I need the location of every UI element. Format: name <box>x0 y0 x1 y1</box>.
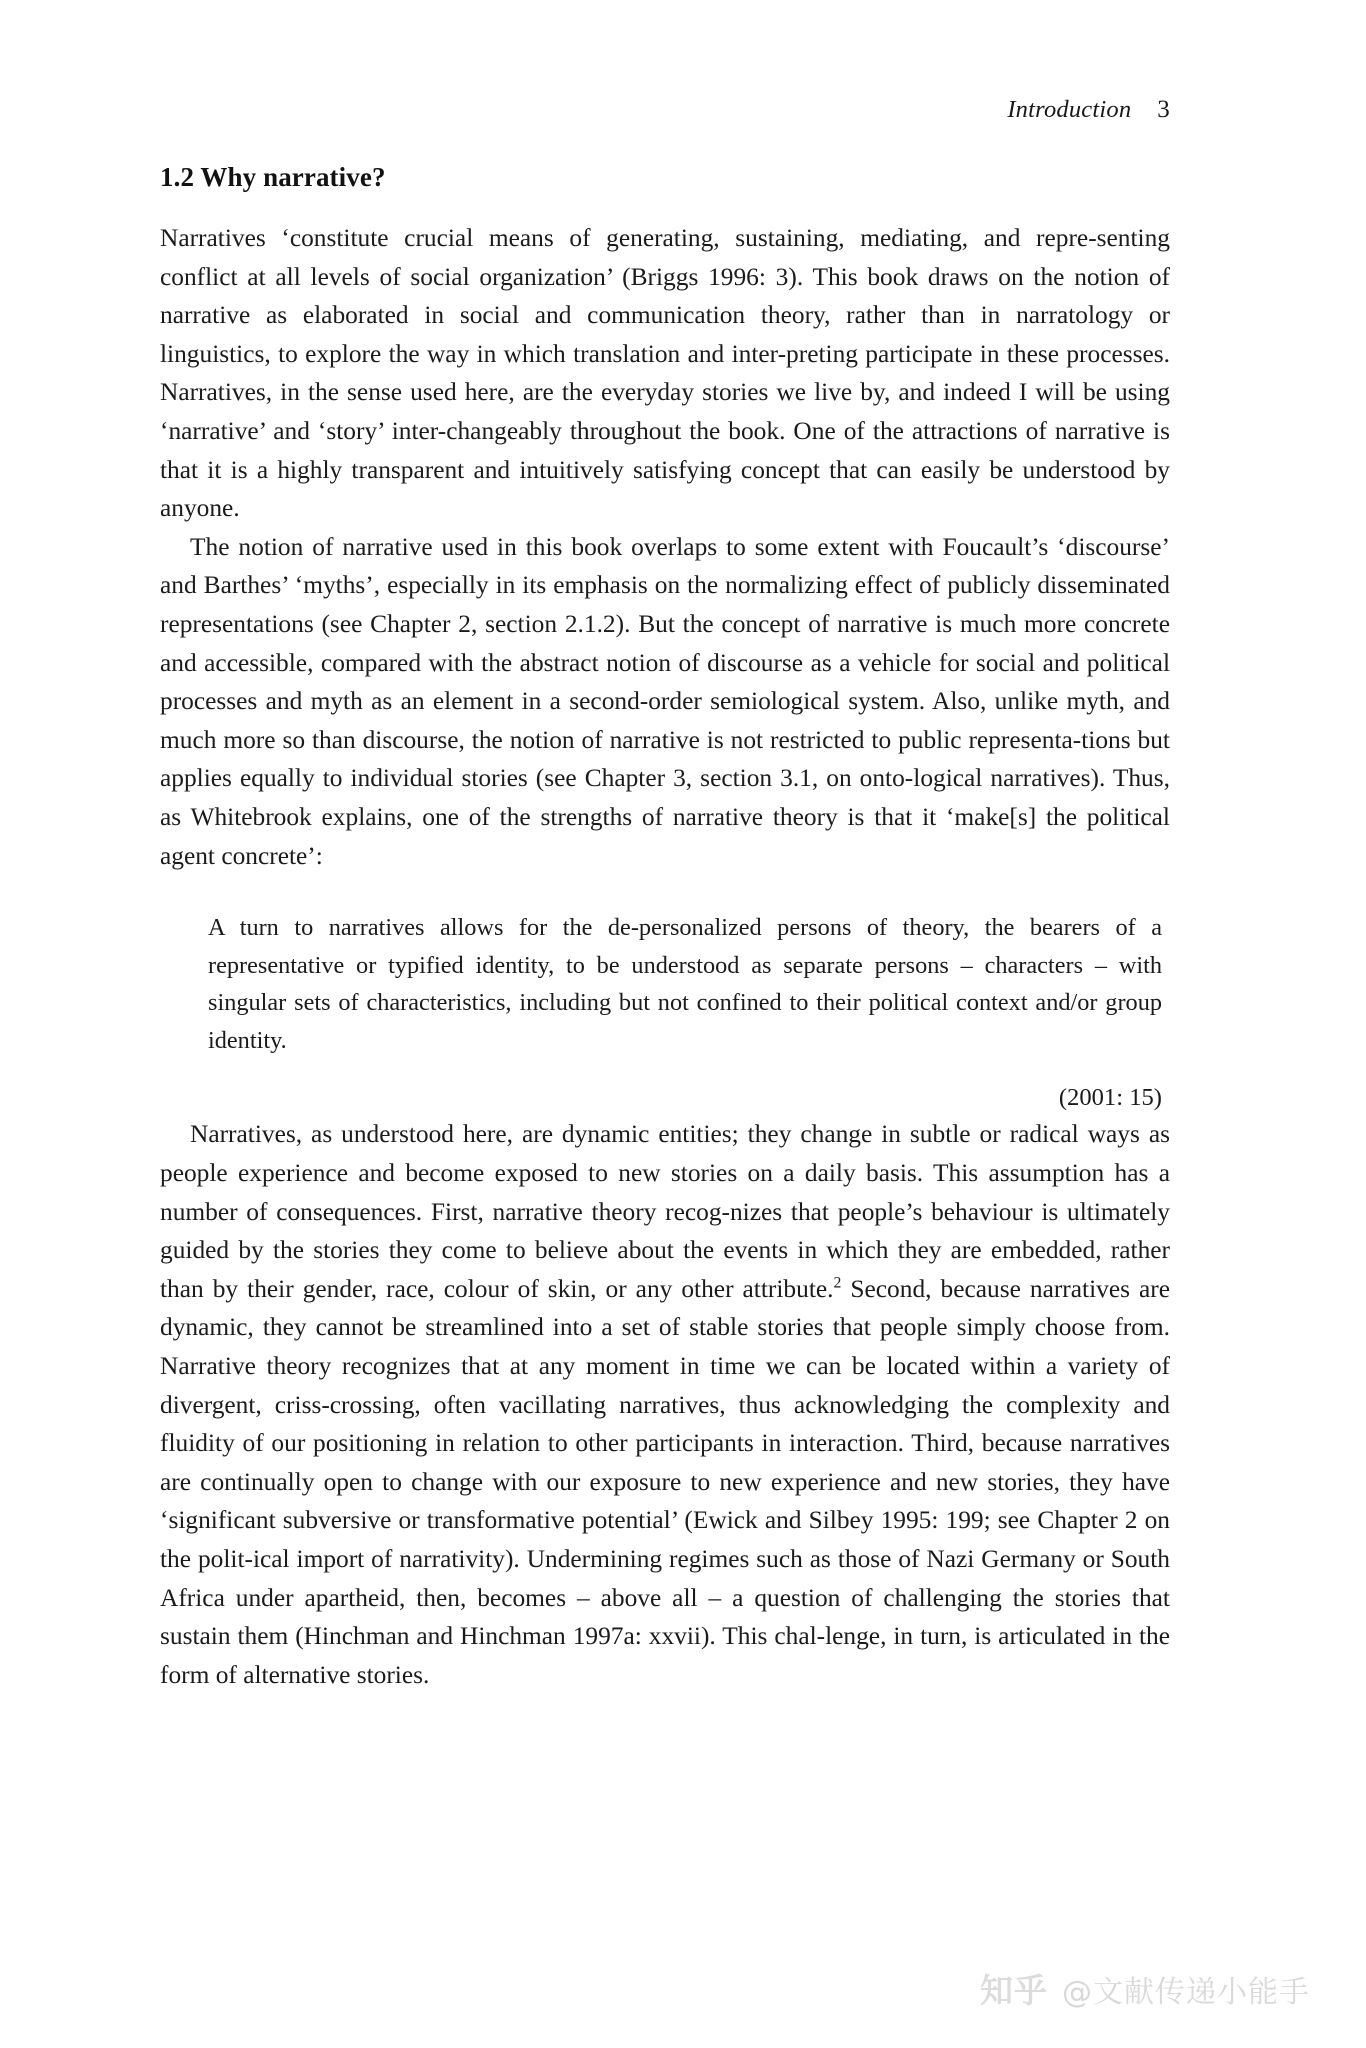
paragraph-3 <box>160 1115 1170 1694</box>
watermark-handle: @文献传递小能手 <box>1062 1974 1310 2010</box>
running-head-title: Introduction <box>1007 96 1132 123</box>
footnote-marker-2[interactable]: 2 <box>833 1274 842 1292</box>
page-number: 3 <box>1157 96 1170 123</box>
zhihu-logo: 知乎 <box>980 1971 1048 2010</box>
paragraph-1: Narratives ‘constitute crucial means of generating, sustaining, mediating, and repre-senting conflict at all levels of social organization’ (Briggs 1996: 3). This book draws on the notion of narrative as elaborated in social and communication theory, rather than in narratology or linguistics, to explore the way in which translation and inter-preting participate in these processes. Narratives, in the sense used here, are the everyday stories we live by, and indeed I will be using ‘narrative’ and ‘story’ inter-changeably throughout the book. One of the attractions of narrative is that it is a highly transparent and intuitively satisfying concept that can easily be understood by anyone. <box>160 224 1170 523</box>
text-column <box>160 96 1170 1694</box>
paragraph-2: The notion of narrative used in this book overlaps to some extent with Foucault’s ‘discourse’ and Barthes’ ‘myths’, especially in its emphasis on the normalizing effect of publicly disseminated representations (see Chapter 2, section 2.1.2). But the concept of narrative is much more concrete and accessible, compared with the abstract notion of discourse as a vehicle for social and political processes and myth as an element in a second-order semiological system. Also, unlike myth, and much more so than discourse, the notion of narrative is not restricted to public representa-tions but applies equally to individual stories (see Chapter 3, section 3.1, on onto-logical narratives). Thus, as Whitebrook explains, one of the strengths of narrative theory is that it ‘make[s] the political agent concrete’: <box>160 532 1170 870</box>
blockquote <box>160 909 1170 1115</box>
watermark <box>980 1965 1310 2012</box>
paragraph-3-part-b: Second, because narratives are dynamic, they cannot be streamlined into a set of stable stories that people simply choose from. Narrative theory recognizes that at any moment in time we can be located within a variety of divergent, criss-crossing, often vacillating narratives, thus acknowledging the complexity and fluidity of our positioning in relation to other participants in interaction. Third, because narratives are continually open to change with our exposure to new experience and new stories, they have ‘significant subversive or transformative potential’ (Ewick and Silbey 1995: 199; see Chapter 2 on the polit-ical import of narrativity). Undermining regimes such as those of Nazi Germany or South Africa under apartheid, then, becomes – above all – a question of challenging the stories that sustain them (Hinchman and Hinchman 1997a: xxvii). This chal-lenge, in turn, is articulated in the form of alternative stories. <box>160 1274 1170 1689</box>
section-heading: 1.2 Why narrative? <box>160 162 386 192</box>
paragraph-3-part-a: Narratives, as understood here, are dynamic entities; they change in subtle or radical ways as people experience and become exposed to new stories on a daily basis. This assumption has a number of consequences. First, narrative theory recog-nizes that people’s behaviour is ultimately guided by the stories they come to believe about the events in which they are embedded, rather than by their gender, race, colour of skin, or any other attribute. <box>160 1120 1170 1303</box>
running-head <box>160 96 1170 140</box>
blockquote-text: A turn to narratives allows for the de-personalized persons of theory, the bearers of a representative or typified identity, to be understood as separate persons – characters – with singular sets of characteristics, including but not confined to their political context and/or group identity. <box>208 914 1162 1054</box>
blockquote-source: (2001: 15) <box>1058 1084 1162 1112</box>
